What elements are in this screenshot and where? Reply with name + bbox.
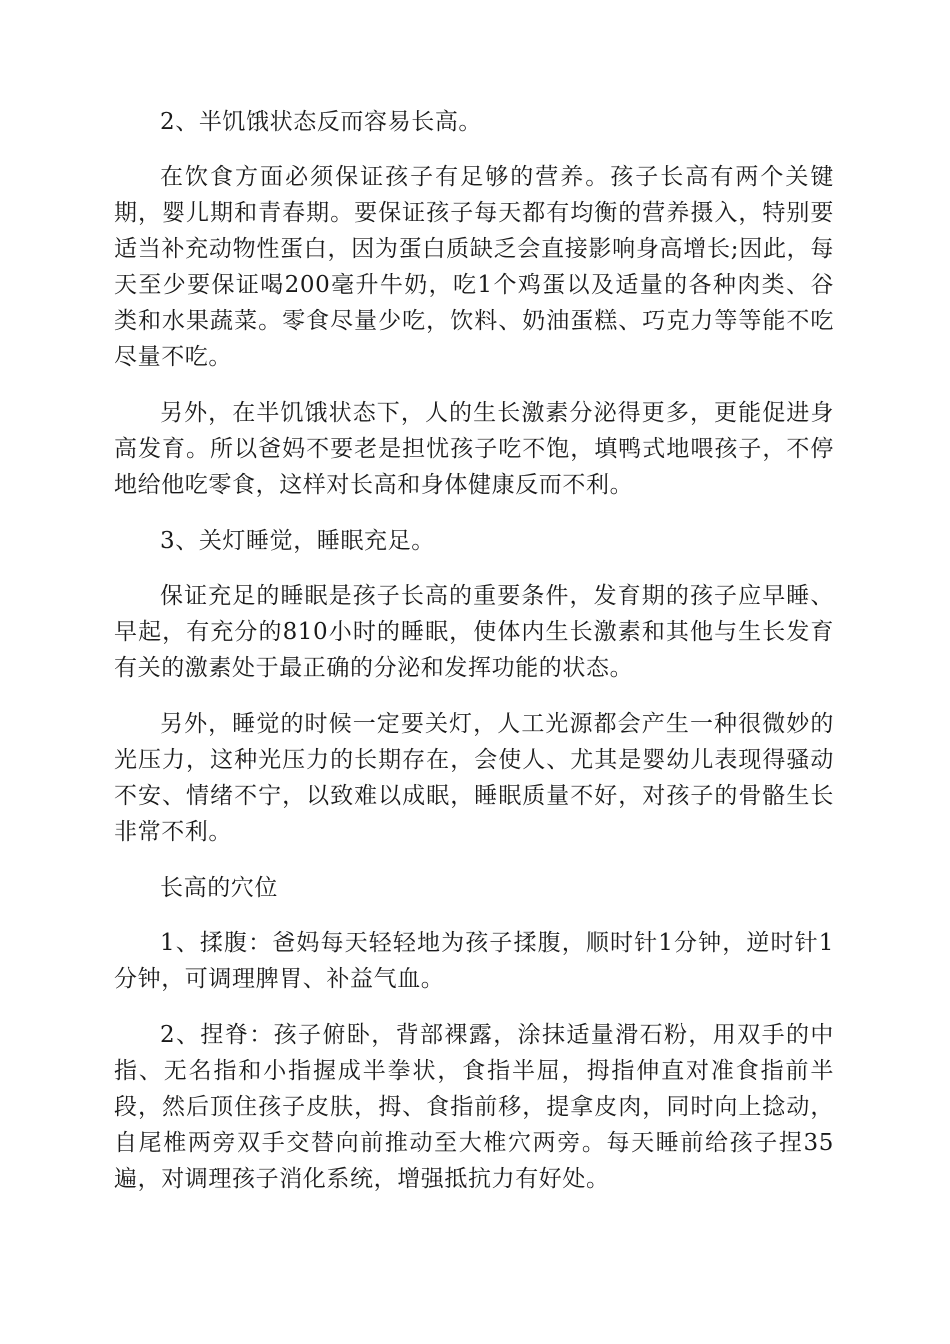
document-page	[114, 104, 834, 1217]
paragraph-sufficient-sleep: 保证充足的睡眠是孩子长高的重要条件，发育期的孩子应早睡、早起，有充分的810小时的睡眠，使体内生长激素和其他与生长发育有关的激素处于最正确的分泌和发挥功能的状态。	[114, 583, 834, 681]
paragraph-diet-nutrition: 在饮食方面必须保证孩子有足够的营养。孩子长高有两个关键期，婴儿期和青春期。要保证孩子每天都有均衡的营养摄入，特别要适当补充动物性蛋白，因为蛋白质缺乏会直接影响身高增长;因此，每天至少要保证喝200毫升牛奶，吃1个鸡蛋以及适量的各种肉类、谷类和水果蔬菜。零食尽量少吃，饮料、奶油蛋糕、巧克力等等能不吃尽量不吃。	[114, 164, 834, 370]
paragraph-spine-pinching: 2、捏脊：孩子俯卧，背部裸露，涂抹适量滑石粉，用双手的中指、无名指和小指握成半拳状，食指半屈，拇指伸直对准食指前半段，然后顶住孩子皮肤，拇、食指前移，提拿皮肉，同时向上捻动，自尾椎两旁双手交替向前推动至大椎穴两旁。每天睡前给孩子捏35遍，对调理孩子消化系统，增强抵抗力有好处。	[114, 1022, 834, 1192]
paragraph-half-hunger-growth-hormone: 另外，在半饥饿状态下，人的生长激素分泌得更多，更能促进身高发育。所以爸妈不要老是担忧孩子吃不饱，填鸭式地喂孩子，不停地给他吃零食，这样对长高和身体健康反而不利。	[114, 400, 834, 498]
section-heading-sleep: 3、关灯睡觉，睡眠充足。	[160, 528, 435, 554]
section-heading-acupoints: 长高的穴位	[160, 875, 278, 901]
section-heading-half-hunger: 2、半饥饿状态反而容易长高。	[160, 109, 483, 135]
paragraph-abdomen-massage: 1、揉腹：爸妈每天轻轻地为孩子揉腹，顺时针1分钟，逆时针1分钟，可调理脾胃、补益气血。	[114, 930, 834, 992]
paragraph-lights-off: 另外，睡觉的时候一定要关灯，人工光源都会产生一种很微妙的光压力，这种光压力的长期存在，会使人、尤其是婴幼儿表现得骚动不安、情绪不宁，以致难以成眠，睡眠质量不好，对孩子的骨骼生长非常不利。	[114, 711, 834, 845]
